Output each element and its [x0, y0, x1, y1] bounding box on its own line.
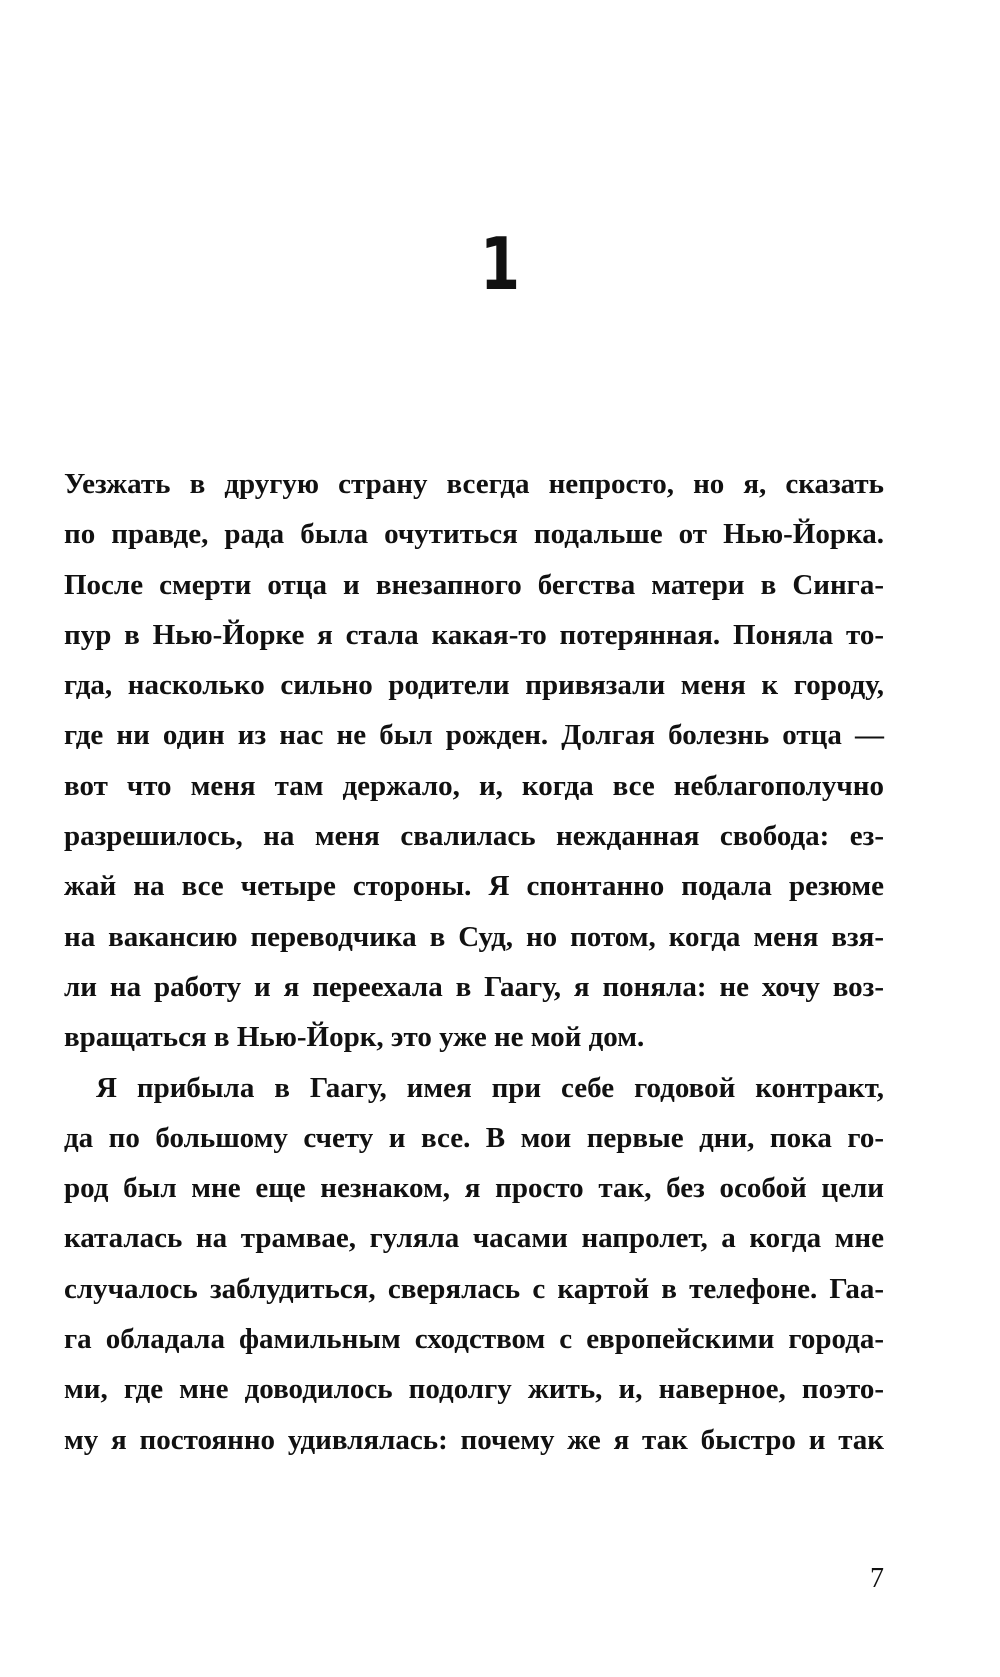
text-line: му я постоянно удивлялась: почему же я так быстро и так — [64, 1423, 884, 1456]
text-line: вот что меня там держало, и, когда все неблагополучно — [64, 769, 884, 802]
text-line: После смерти отца и внезапного бегства матери в Синга- — [64, 568, 884, 601]
text-line: ми, где мне доводилось подолгу жить, и, наверное, поэто- — [64, 1373, 884, 1406]
chapter-number: 1 — [479, 222, 521, 306]
text-line: по правде, рада была очутиться подальше от Нью-Йорка. — [64, 518, 884, 551]
text-line: каталась на трамвае, гуляла часами напролет, а когда мне — [64, 1222, 884, 1255]
page-number: 7 — [870, 1563, 884, 1594]
body-text — [64, 459, 884, 1465]
text-line: жай на все четыре стороны. Я спонтанно подала резюме — [64, 870, 884, 903]
text-line: где ни один из нас не был рожден. Долгая болезнь отца — — [64, 719, 884, 752]
text-line: Уезжать в другую страну всегда непросто, но я, сказать — [64, 468, 884, 500]
text-line: ли на работу и я переехала в Гаагу, я поняла: не хочу воз- — [64, 970, 884, 1003]
text-line: случалось заблудиться, сверялась с картой в телефоне. Гаа- — [64, 1272, 884, 1305]
text-line: на вакансию переводчика в Суд, но потом, когда меня взя- — [64, 920, 884, 953]
text-line: гда, насколько сильно родители привязали меня к городу, — [64, 669, 884, 702]
text-line: пур в Нью-Йорке я стала какая-то потерянная. Поняла то- — [64, 618, 884, 651]
text-line: га обладала фамильным сходством с европейскими города- — [64, 1323, 884, 1356]
text-line: род был мне еще незнаком, я просто так, без особой цели — [64, 1172, 884, 1205]
text-line: вращаться в Нью-Йорк, это уже не мой дом. — [64, 1021, 645, 1054]
text-line: Я прибыла в Гаагу, имея при себе годовой контракт, — [96, 1071, 884, 1104]
text-line: да по большому счету и все. В мои первые дни, пока го- — [64, 1121, 884, 1154]
text-line: разрешилось, на меня свалилась нежданная свобода: ез- — [64, 820, 884, 853]
